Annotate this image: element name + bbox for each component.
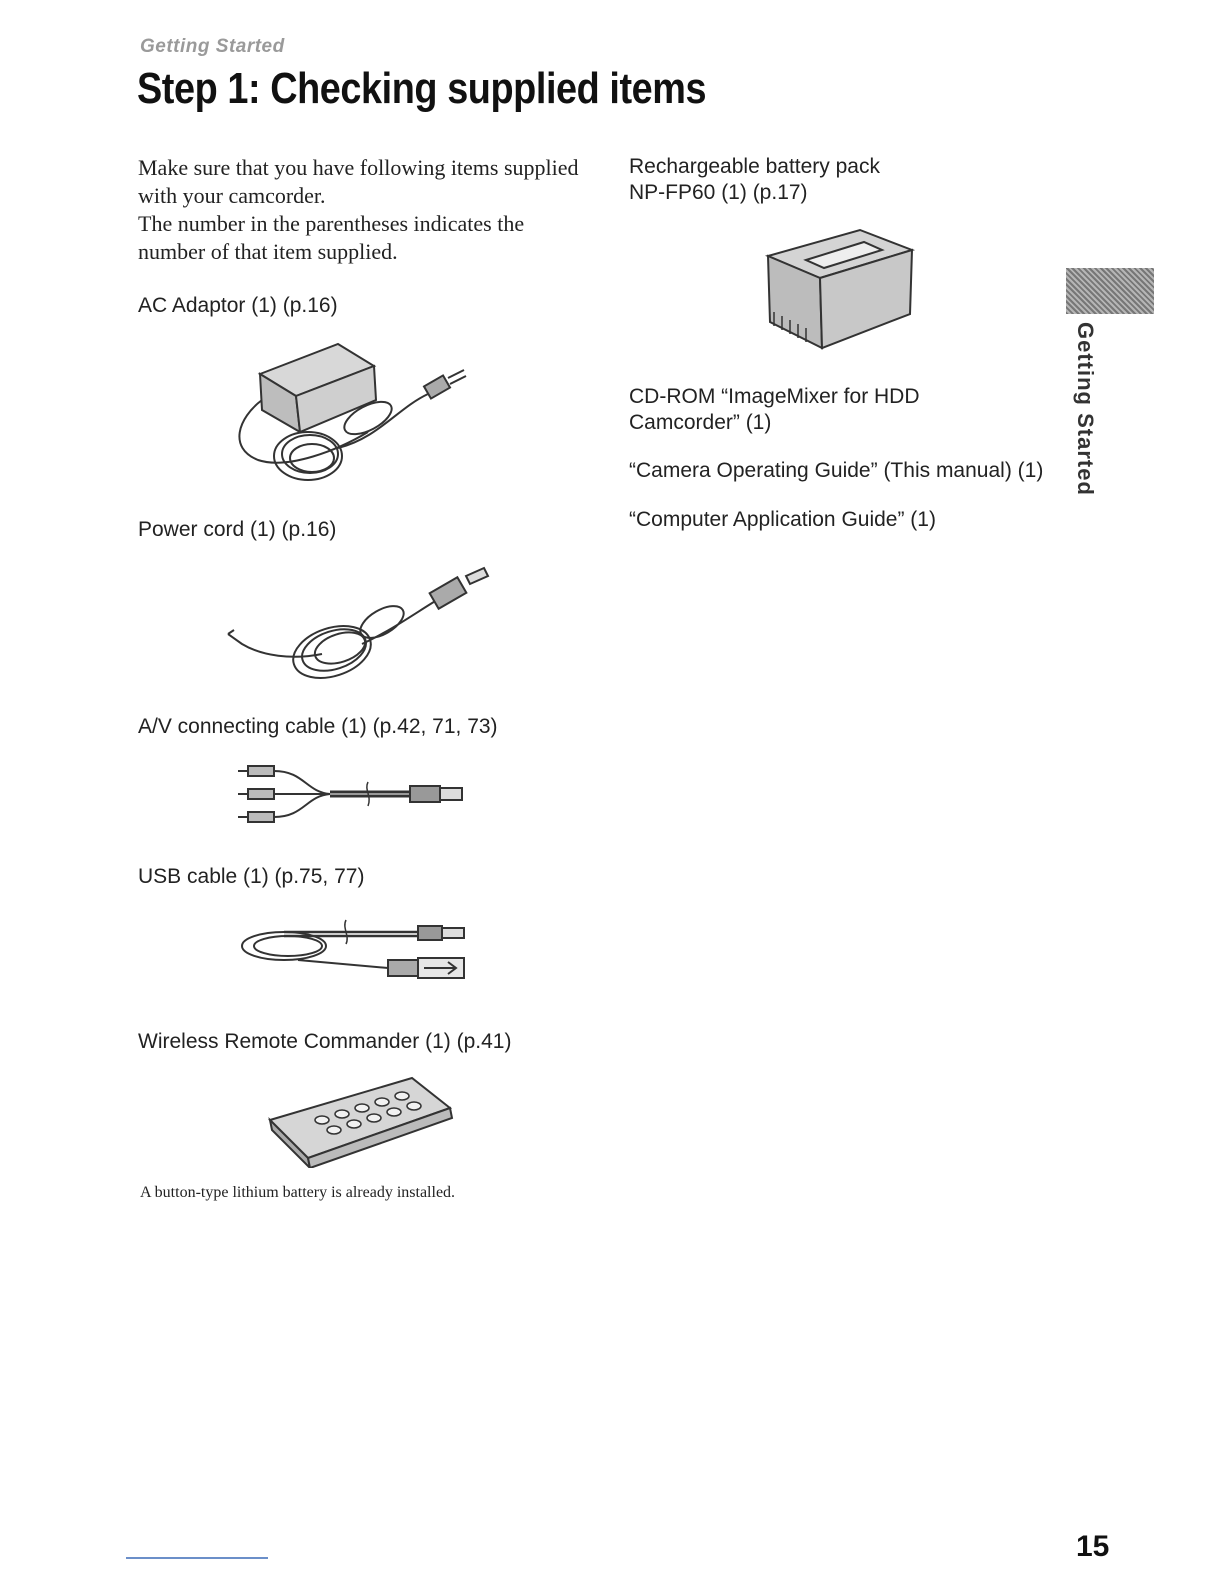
intro-paragraph-1: Make sure that you have following items supplied with your camcorder. — [138, 155, 579, 208]
usb-cable-illustration — [238, 912, 478, 984]
item-ac-adaptor-label: AC Adaptor (1) (p.16) — [138, 294, 338, 317]
page-number: 15 — [1076, 1530, 1110, 1563]
item-cdrom-label-line1: CD-ROM “ImageMixer for HDD — [629, 385, 920, 408]
item-av-cable-label: A/V connecting cable (1) (p.42, 71, 73) — [138, 715, 498, 738]
item-application-guide-label: “Computer Application Guide” (1) — [629, 508, 936, 531]
intro-paragraph-2: The number in the parentheses indicates the number of that item supplied. — [138, 211, 525, 264]
power-cord-illustration — [222, 560, 492, 690]
page-title: Step 1: Checking supplied items — [137, 64, 707, 113]
item-remote-label: Wireless Remote Commander (1) (p.41) — [138, 1030, 512, 1053]
ac-adaptor-illustration — [228, 338, 478, 496]
intro-text — [138, 154, 588, 266]
remote-commander-illustration — [262, 1072, 462, 1168]
side-tab-marker — [1066, 268, 1154, 314]
item-battery-label-line2: NP-FP60 (1) (p.17) — [629, 181, 808, 204]
item-power-cord-label: Power cord (1) (p.16) — [138, 518, 337, 541]
item-cdrom-label-line2: Camcorder” (1) — [629, 411, 772, 434]
section-header: Getting Started — [140, 36, 285, 57]
item-battery-label-line1: Rechargeable battery pack — [629, 155, 880, 178]
av-cable-illustration — [234, 762, 484, 830]
side-tab-label: Getting Started — [1073, 322, 1098, 496]
item-usb-cable-label: USB cable (1) (p.75, 77) — [138, 865, 365, 888]
item-operating-guide-label: “Camera Operating Guide” (This manual) (1) — [629, 459, 1044, 482]
battery-pack-illustration — [760, 226, 930, 358]
footer-rule — [126, 1557, 268, 1559]
battery-note: A button-type lithium battery is already installed. — [140, 1184, 456, 1201]
